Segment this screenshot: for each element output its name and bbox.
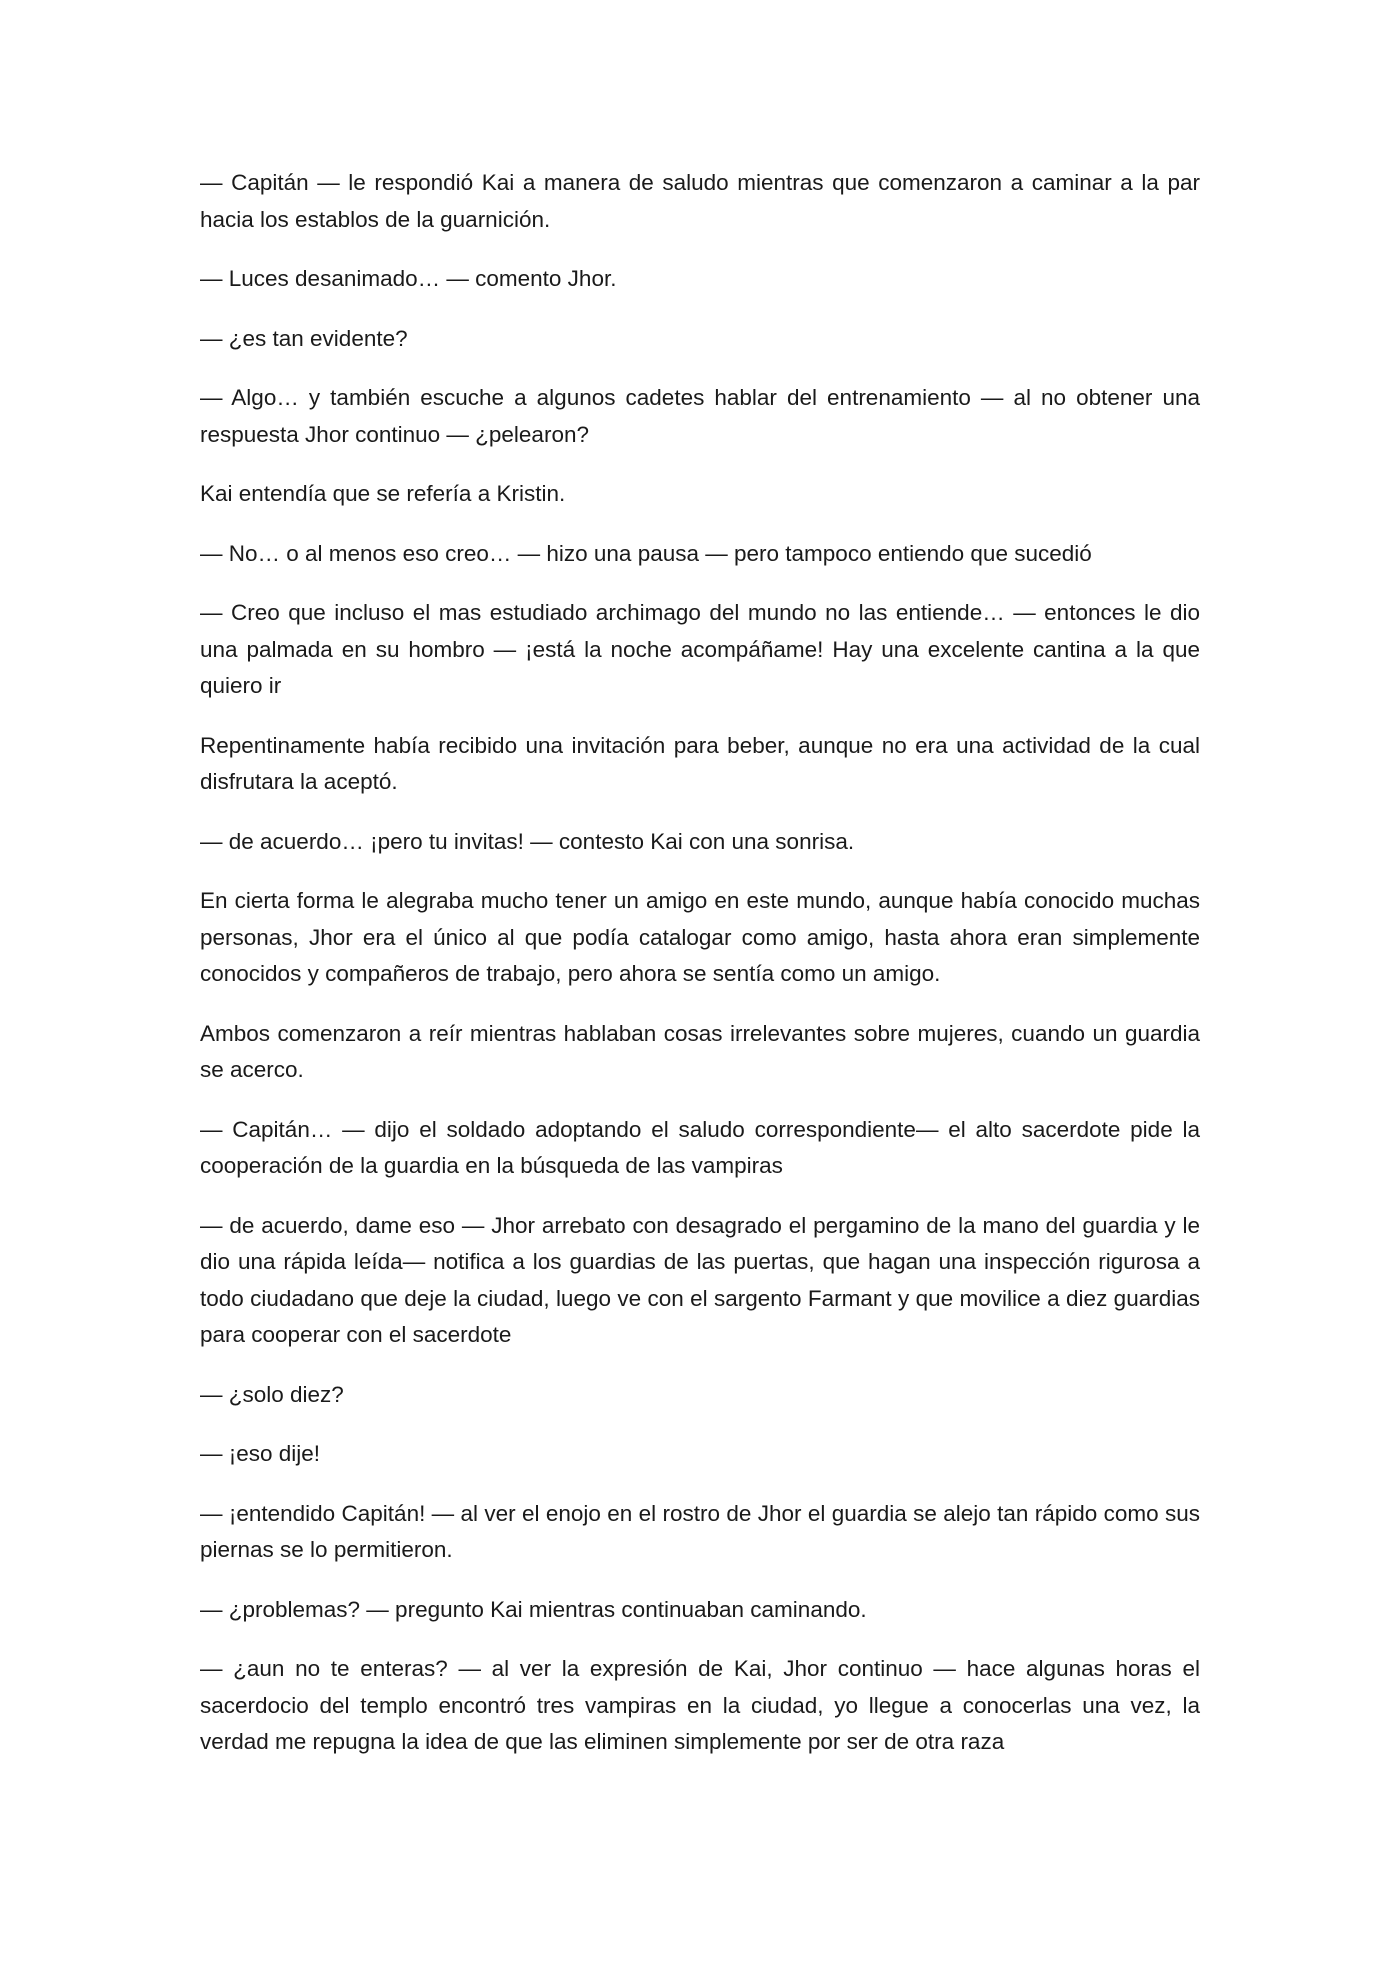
paragraph: — Creo que incluso el mas estudiado archimago del mundo no las entiende… — entonces le dio una palmada en su hombro — ¡está la noche acompáñame! Hay una excelente cantina a la que quiero ir <box>200 600 1200 698</box>
paragraph: — Luces desanimado… — comento Jhor. <box>200 266 617 291</box>
paragraph: — ¡entendido Capitán! — al ver el enojo en el rostro de Jhor el guardia se alejo tan rápido como sus piernas se lo permitieron. <box>200 1500 1200 1562</box>
paragraph: — Capitán — le respondió Kai a manera de saludo mientras que comenzaron a caminar a la par hacia los establos de la guarnición. <box>200 170 1200 232</box>
paragraph: — ¿aun no te enteras? — al ver la expresión de Kai, Jhor continuo — hace algunas horas el sacerdocio del templo encontró tres vampiras en la ciudad, yo llegue a conocerlas una vez, la verdad me repugna la idea de que las eliminen simplemente por ser de otra raza <box>200 1656 1200 1754</box>
paragraph: — ¡eso dije! <box>200 1441 321 1466</box>
paragraph: — Capitán… — dijo el soldado adoptando el saludo correspondiente— el alto sacerdote pide la cooperación de la guardia en la búsqueda de las vampiras <box>200 1116 1200 1178</box>
paragraph: En cierta forma le alegraba mucho tener un amigo en este mundo, aunque había conocido muchas personas, Jhor era el único al que podía catalogar como amigo, hasta ahora eran simplemente conocidos y compañeros de trabajo, pero ahora se sentía como un amigo. <box>200 888 1200 986</box>
paragraph: — ¿solo diez? <box>200 1381 344 1407</box>
paragraph: Ambos comenzaron a reír mientras hablaban cosas irrelevantes sobre mujeres, cuando un guardia se acerco. <box>200 1020 1200 1082</box>
paragraph: — de acuerdo, dame eso — Jhor arrebato con desagrado el pergamino de la mano del guardia y le dio una rápida leída— notifica a los guardias de las puertas, que hagan una inspección rigurosa a todo ciudadano que deje la ciudad, luego ve con el sargento Farmant y que movilice a diez guardias para cooperar con el sacerdote <box>200 1212 1200 1347</box>
paragraph: Kai entendía que se refería a Kristin. <box>200 481 566 506</box>
paragraph: Repentinamente había recibido una invitación para beber, aunque no era una actividad de la cual disfrutara la aceptó. <box>200 732 1200 794</box>
paragraph: — de acuerdo… ¡pero tu invitas! — contesto Kai con una sonrisa. <box>200 828 855 854</box>
document-body <box>200 165 1200 1784</box>
paragraph: — ¿problemas? — pregunto Kai mientras continuaban caminando. <box>200 1596 867 1622</box>
paragraph: — No… o al menos eso creo… — hizo una pausa — pero tampoco entiendo que sucedió <box>200 540 1092 566</box>
paragraph: — ¿es tan evidente? <box>200 325 408 351</box>
paragraph: — Algo… y también escuche a algunos cadetes hablar del entrenamiento — al no obtener una respuesta Jhor continuo — ¿pelearon? <box>200 385 1200 447</box>
